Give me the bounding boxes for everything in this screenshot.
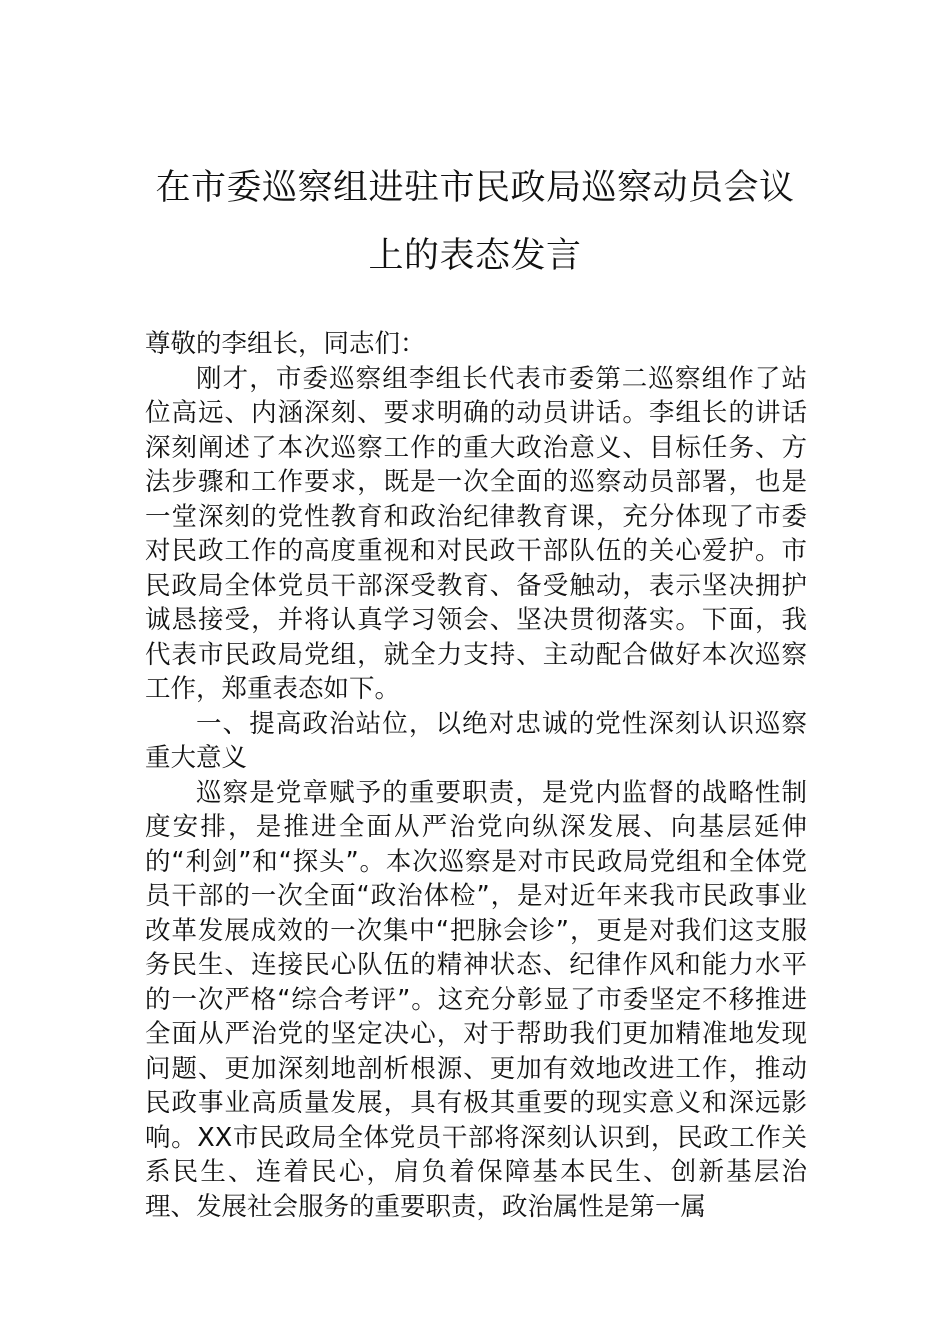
section-heading-1: 一、提高政治站位，以绝对忠诚的党性深刻认识巡察重大意义 (145, 708, 807, 773)
document-title-line-2: 上的表态发言 (368, 236, 582, 276)
document-title-line-1: 在市委巡察组进驻市民政局巡察动员会议 (155, 168, 795, 208)
paragraph-section-1: 巡察是党章赋予的重要职责，是党内监督的战略性制度安排，是推进全面从严治党向纵深发展、向基层延伸的“利剑”和“探头”。本次巡察是对市民政局党组和全体党员干部的一次全面“政治体检”，是对近年来我市民政事业改革发展成效的一次集中“把脉会诊”，更是对我们这支服务民生、连接民心队伍的精神状态、纪律作风和能力水平的一次严格“综合考评”。这充分彰显了市委坚定不移推进全面从严治党的坚定决心，对于帮助我们更加精准地发现问题、更加深刻地剖析根源、更加有效地改进工作，推动民政事业高质量发展，具有极其重要的现实意义和深远影响。XX市民政局全体党员干部将深刻认识到，民政工作关系民生、连着民心，肩负着保障基本民生、创新基层治理、发展社会服务的重要职责，政治属性是第一属 (145, 777, 807, 1222)
paragraph-opening: 刚才，市委巡察组李组长代表市委第二巡察组作了站位高远、内涵深刻、要求明确的动员讲话。李组长的讲话深刻阐述了本次巡察工作的重大政治意义、目标任务、方法步骤和工作要求，既是一次全面的巡察动员部署，也是一堂深刻的党性教育和政治纪律教育课，充分体现了市委对民政工作的高度重视和对民政干部队伍的关心爱护。市民政局全体党员干部深受教育、备受触动，表示坚决拥护诚恳接受，并将认真学习领会、坚决贯彻落实。下面，我代表市民政局党组，就全力支持、主动配合做好本次巡察工作，郑重表态如下。 (145, 363, 807, 704)
salutation: 尊敬的李组长，同志们： (145, 329, 426, 359)
document-body (145, 327, 807, 1224)
